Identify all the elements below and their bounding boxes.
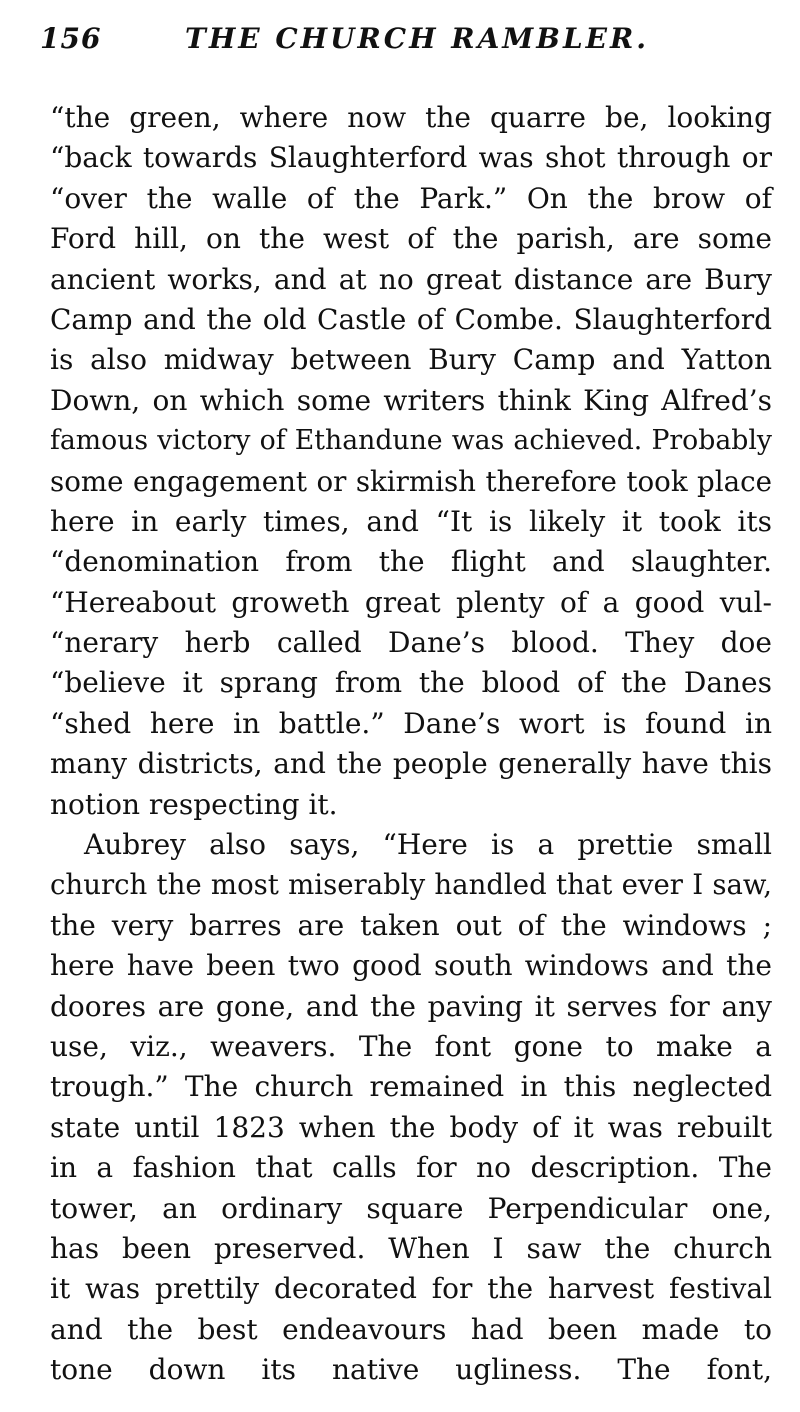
text-line: Down, on which some writers think King Alfred’s [50,383,772,417]
text-line: church the most miserably handled that ever I saw, [50,868,772,902]
text-line: state until 1823 when the body of it was rebuilt [50,1110,772,1144]
text-line: tower, an ordinary square Perpendicular one, [50,1191,772,1225]
text-line: here in early times, and “It is likely it took its [50,504,772,538]
text-line: is also midway between Bury Camp and Yatton [50,343,772,377]
text-line: doores are gone, and the paving it serves for any [50,989,772,1023]
text-line: has been preserved. When I saw the church [50,1231,772,1265]
text-line: Ford hill, on the west of the parish, are some [50,222,772,256]
text-line: “Hereabout groweth great plenty of a good vul- [50,585,772,619]
text-line: “denomination from the flight and slaughter. [50,545,772,579]
text-line: it was prettily decorated for the harvest festival [50,1272,772,1306]
paragraph-1 [50,98,772,825]
text-line: Camp and the old Castle of Combe. Slaughterford [50,302,772,336]
text-line: the very barres are taken out of the windows ; [50,908,772,942]
text-line: here have been two good south windows and the [50,949,772,983]
body-text [50,98,772,1391]
text-line: “nerary herb called Dane’s blood. They doe [50,626,772,660]
text-line: many districts, and the people generally have this [50,747,772,781]
text-line: famous victory of Ethandune was achieved. Probably [50,425,772,457]
paragraph-2 [50,825,772,1390]
running-head [40,22,770,62]
text-line: and the best endeavours had been made to [50,1312,772,1346]
text-line: notion respecting it. [50,787,338,821]
text-line: tone down its native ugliness. The font, [50,1353,772,1387]
text-line: Aubrey also says, “Here is a prettie small [84,828,772,862]
text-line: “believe it sprang from the blood of the Danes [50,666,772,700]
text-line: “the green, where now the quarre be, looking [50,101,772,134]
page-number: 156 [40,22,102,55]
text-line: some engagement or skirmish therefore took place [50,464,772,498]
text-line: “over the walle of the Park.” On the brow of [50,181,772,215]
running-title: THE CHURCH RAMBLER. [185,22,649,55]
text-line: “shed here in battle.” Dane’s wort is found in [50,706,772,740]
text-line: in a fashion that calls for no description. The [50,1151,772,1185]
text-line: ancient works, and at no great distance are Bury [50,262,772,296]
text-line: use, viz., weavers. The font gone to make a [50,1029,772,1063]
text-line: trough.” The church remained in this neglected [50,1070,772,1104]
text-line: “back towards Slaughterford was shot through or [50,141,772,175]
